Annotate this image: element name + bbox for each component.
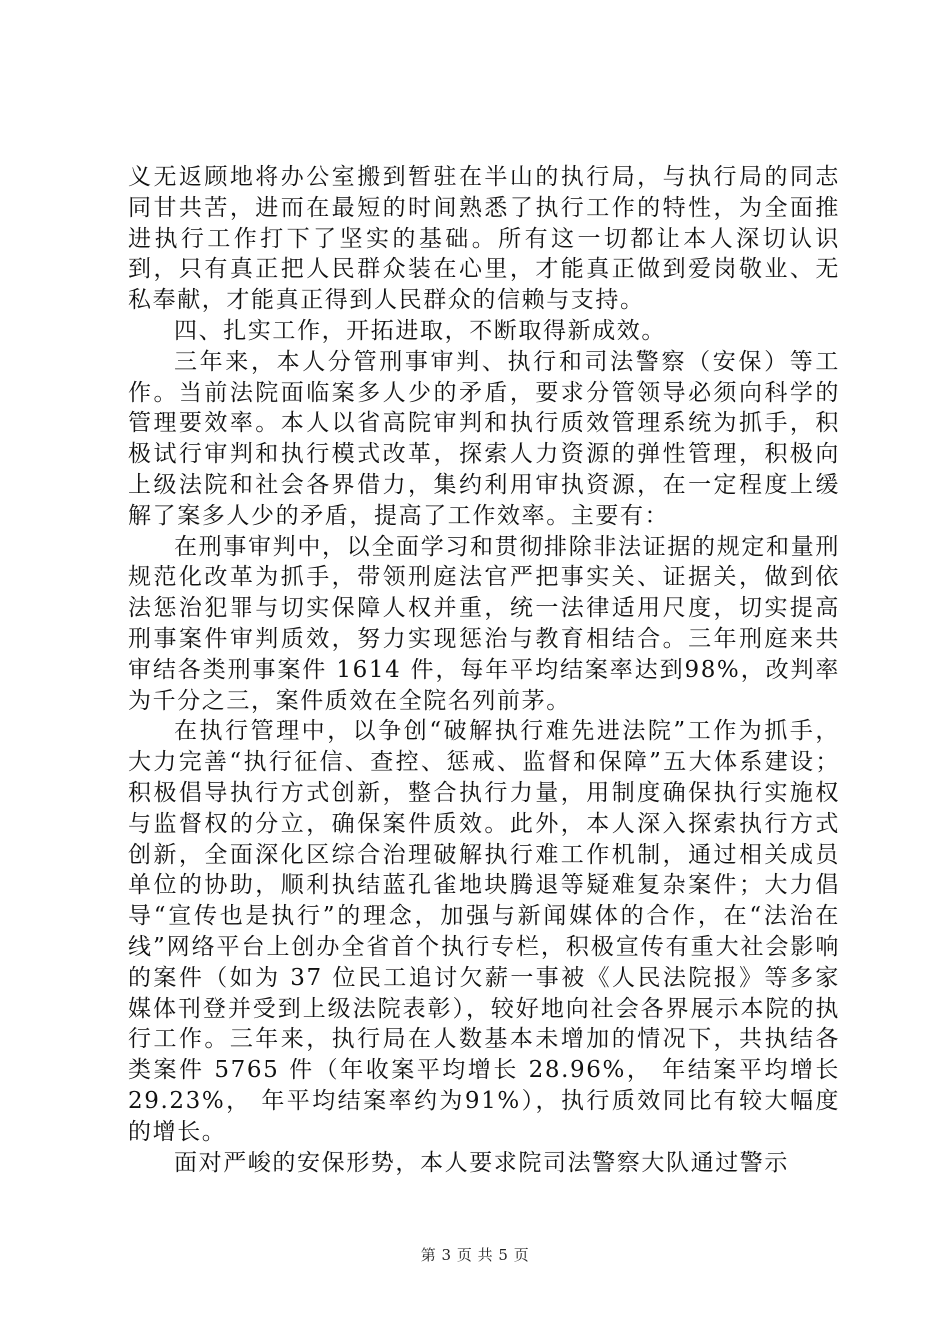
paragraph-criminal-trial: 在刑事审判中，以全面学习和贯彻排除非法证据的规定和量刑规范化改革为抓手，带领刑庭法官严把事实关、证据关，做到依法惩治犯罪与切实保障人权并重，统一法律适用尺度，切实提高刑事案件审判质效，努力实现惩治与教育相结合。三年刑庭来共审结各类刑事案件 1614 件，每年平均结案率达到98%，改判率为千分之三，案件质效在全院名列前茅。 — [128, 533, 840, 714]
section-heading: 四、扎实工作，开拓进取，不断取得新成效。 — [174, 317, 666, 344]
paragraph-continuation: 义无返顾地将办公室搬到暂驻在半山的执行局，与执行局的同志同甘共苦，进而在最短的时间熟悉了执行工作的特性，为全面推进执行工作打下了坚实的基础。所有这一切都让本人深切认识到，只有真正把人民群众装在心里，才能真正做到爱岗敬业、无私奉献，才能真正得到人民群众的信赖与支持。 — [128, 164, 840, 314]
paragraph-overview: 三年来，本人分管刑事审判、执行和司法警察（安保）等工作。当前法院面临案多人少的矛盾，要求分管领导必须向科学的管理要效率。本人以省高院审判和执行质效管理系统为抓手，积极试行审判和执行模式改革，探索人力资源的弹性管理，积极向上级法院和社会各界借力，集约利用审执资源，在一定程度上缓解了案多人少的矛盾，提高了工作效率。主要有： — [128, 348, 840, 529]
document-body — [128, 162, 840, 1178]
paragraph-security: 面对严峻的安保形势，本人要求院司法警察大队通过警示 — [174, 1149, 789, 1176]
page-footer: 第 3 页 共 5 页 — [420, 1246, 530, 1264]
paragraph-execution: 在执行管理中，以争创“破解执行难先进法院”工作为抓手，大力完善“执行征信、查控、惩戒、监督和保障”五大体系建设；积极倡导执行方式创新，整合执行力量，用制度确保执行实施权与监督权的分立，确保案件质效。此外，本人深入探索执行方式创新，全面深化区综合治理破解执行难工作机制，通过相关成员单位的协助，顺利执结蓝孔雀地块腾退等疑难复杂案件；大力倡导“宣传也是执行”的理念，加强与新闻媒体的合作，在“法治在线”网络平台上创办全省首个执行专栏，积极宣传有重大社会影响的案件（如为 37 位民工追讨欠薪一事被《人民法院报》等多家媒体刊登并受到上级法院表彰），较好地向社会各界展示本院的执行工作。三年来，执行局在人数基本未增加的情况下，共执结各类案件 5765 件（年收案平均增长 28.96%， 年结案平均增长 29.23%， 年平均结案率约为91%），执行质效同比有较大幅度的增长。 — [128, 718, 840, 1145]
